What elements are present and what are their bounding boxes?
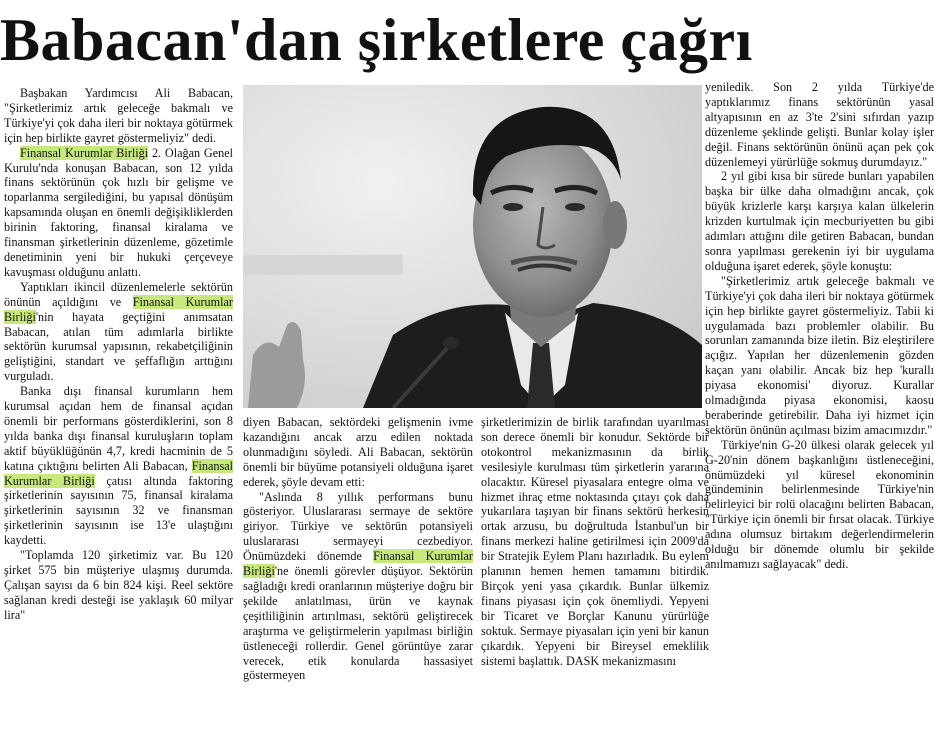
article-photo bbox=[243, 85, 702, 408]
paragraph-text: Yaptıkları ikincil düzenlemelerle sektörün önünün açıldığını ve bbox=[4, 279, 233, 309]
article-column-3 bbox=[481, 415, 709, 736]
paragraph-text: çatısı altında faktoring şirketlerinin sayısının 75, finansal kiralama şirketlerinin sayısının 32 ve finansman şirketlerinin sayısının ise 13'e ulaştığını kaydetti. bbox=[4, 473, 233, 548]
paragraph-text: 'nin hayata geçtiğini anımsatan Babacan, atılan tüm adımlarla birlikte sektörün kurumsal yapısının, rekabetçiliğinin geliştiğini, standart ve şeffaflığın arttığını vurguladı. bbox=[4, 309, 233, 384]
highlighted-term: Finansal Kurumlar Birliği bbox=[243, 549, 473, 579]
highlighted-term: Finansal Kurumlar Birliği bbox=[20, 145, 149, 160]
paragraph-text: 2. Olağan Genel Kurulu'nda konuşan Babacan, son 12 yılda finans sektörünün çok hızlı bir gelişme ve toparlanma sergilediğini, bu yapısal dönüşüm kapsamında oluşan en önemli değişikliklerden birinin faktoring, finansal kiralama ve finansman şirketlerinin düzenleme, gözetimle denetiminin yeni bir hukuki çerçeveye kavuşması olduğunu anlattı. bbox=[4, 145, 233, 279]
paragraph bbox=[705, 274, 934, 438]
paragraph bbox=[4, 146, 233, 280]
paragraph bbox=[705, 80, 934, 169]
article-column-4 bbox=[705, 80, 934, 736]
paragraph-text: "Aslında 8 yıllık performans bunu gösteriyor. Uluslararası sermaye de sektöre giriyor. Türkiye ve sektörün potansiyeli uluslararası sermayeyi cezbediyor. Önümüzdeki dönemde bbox=[243, 489, 473, 564]
paragraph bbox=[4, 384, 233, 548]
paragraph-text: Başbakan Yardımcısı Ali Babacan, "Şirketlerimiz artık geleceğe bakmalı ve Türkiye'yi çok daha ileri bir noktaya götürmek için hep birlikte gayret göstermeliyiz" dedi. bbox=[4, 86, 233, 145]
paragraph-text: şirketlerimizin de birlik tarafından uyarılması son derece önemli bir konudur. Sektörde bir otokontrol mekanizmasının da birlik vesilesiyle kurulması tüm şirketlerin yararına olacaktır. Küresel piyasalara entegre olma ve hizmet ihraç etme noktasında çıtayı çok daha yukarılara taşıyan bir finans sektörü herkesin ortak arzusu, bu doğrultuda İstanbul'un bir finans merkezi haline getirilmesi için 2009'da bir Stratejik Eylem Planı hazırladık. Bu eylem planının hemen hemen tamamını bitirdik. Birçok yeni yasa çıkardık. Bunlar ülkemiz finans piyasası için çok önemliydi. Yepyeni bir Ticaret ve Borçlar Kanunu yürürlüğe soktuk. Sermaye piyasaları için yeni bir kanun çıkardık. Yepyeni bir Bireysel emeklilik sistemi başlattık. DASK mekanizmasını bbox=[481, 415, 709, 668]
portrait-photo bbox=[243, 85, 702, 408]
paragraph bbox=[4, 280, 233, 384]
article-column-1 bbox=[4, 86, 233, 736]
paragraph bbox=[4, 86, 233, 146]
paragraph-text: "Toplamda 120 şirketimiz var. Bu 120 şirket 575 bin müşteriye ulaşmış durumda. Çalışan sayısı da 6 bin 824 kişi. Reel sektöre sağlanan kredi desteği ise yaklaşık 60 milyar lira" bbox=[4, 548, 233, 622]
paragraph-text: 'ne önemli görevler düşüyor. Sektörün sağladığı kredi oranlarının müşteriye doğru bir şekilde anlatılması, ürün ve kaynak çeşitliliğinin artırılması, sektörü geliştirecek araştırma ve geliştirmelerin yapılması birliğin üstleneceği rollerdir. Genel görüntüye zarar verecek, etik konularda hassasiyet göstermeyen bbox=[243, 564, 473, 683]
paragraph-text: "Şirketlerimiz artık geleceğe bakmalı ve Türkiye'yi çok daha ileri bir noktaya götürmek için hep birlikte gayret göstermeliyiz. Tabii ki uygulamada bazı problemler olabilir. Bu sorunları zamanında bize iletin. Biz eleştirilere açığız. Yapılan her düzenlemenin gözden kaçan yanı olabilir. Ancak biz hep 'kurallı piyasa ekonomisi' diyoruz. Kurallar olmadığında piyasa ekonomisi, kaosu beraberinde getirebilir. Daha iyi hizmet için sektörün önünün açılması bizim amacımızdır." bbox=[705, 273, 934, 437]
paragraph bbox=[243, 415, 473, 490]
highlighted-term: Finansal Kurumlar Birliği bbox=[4, 458, 233, 488]
article-column-2 bbox=[243, 415, 473, 736]
paragraph-text: 2 yıl gibi kısa bir sürede bunları yapabilen başka bir ülke daha olmadığını ancak, çok büyük krizlerle karşı karşıya kalan ülkelerin krizden kurtulmak için mecburiyetten bu gibi adımları attığını dile getiren Babacan, bundan sonra yapılması gerekenin iyi bir uygulama olduğuna işaret ederek, şöyle konuştu: bbox=[705, 169, 934, 273]
paragraph-text: yeniledik. Son 2 yılda Türkiye'de yaptıklarımız finans sektörünün yasal altyapısının en az 3'te 2'sini sıfırdan yazıp düzenleme şeklinde gelişti. Bunlar kolay işler değil. Finans sektörünün önünü açan pek çok düzenlemeyi yürürlüğe sokmuş durumdayız." bbox=[705, 80, 934, 169]
paragraph-text: Banka dışı finansal kurumların hem kurumsal açıdan hem de finansal açıdan önemli bir performans gösterdiklerini, son 8 yılda banka dışı finansal kuruluşların toplam aktif büyüklüğünün 4,7, kredi hacminin de 5 katına çıktığını belirten Ali Babacan, bbox=[4, 384, 233, 473]
highlighted-term: Finansal Kurumlar Birliği bbox=[4, 294, 233, 324]
paragraph bbox=[705, 169, 934, 273]
paragraph bbox=[481, 415, 709, 668]
headline: Babacan'dan şirketlere çağrı bbox=[0, 7, 753, 73]
paragraph bbox=[243, 490, 473, 684]
paragraph bbox=[705, 438, 934, 572]
paragraph bbox=[4, 548, 233, 623]
paragraph-text: Türkiye'nin G-20 ülkesi olarak gelecek yıl G-20'nin dönem başkanlığını üstleneceğini, önümüzdeki yıl küresel ekonominin gündeminin belirlenmesinde Türkiye'nin belirleyici bir rolü olacağını belirten Babacan, "Türkiye için önemli bir fırsat olacak. Türkiye adına olumsuz birtakım değerlendirmelerin olduğu bir dönemde olumlu bir şekilde anılmamızı sağlayacak" dedi. bbox=[705, 437, 934, 571]
paragraph-text: diyen Babacan, sektördeki gelişmenin ivme kazandığını ancak arzu edilen noktada olunmadığını söyledi. Ali Babacan, sektörün önemli bir büyüme potansiyeli olduğuna işaret ederek, şöyle devam etti: bbox=[243, 415, 473, 489]
